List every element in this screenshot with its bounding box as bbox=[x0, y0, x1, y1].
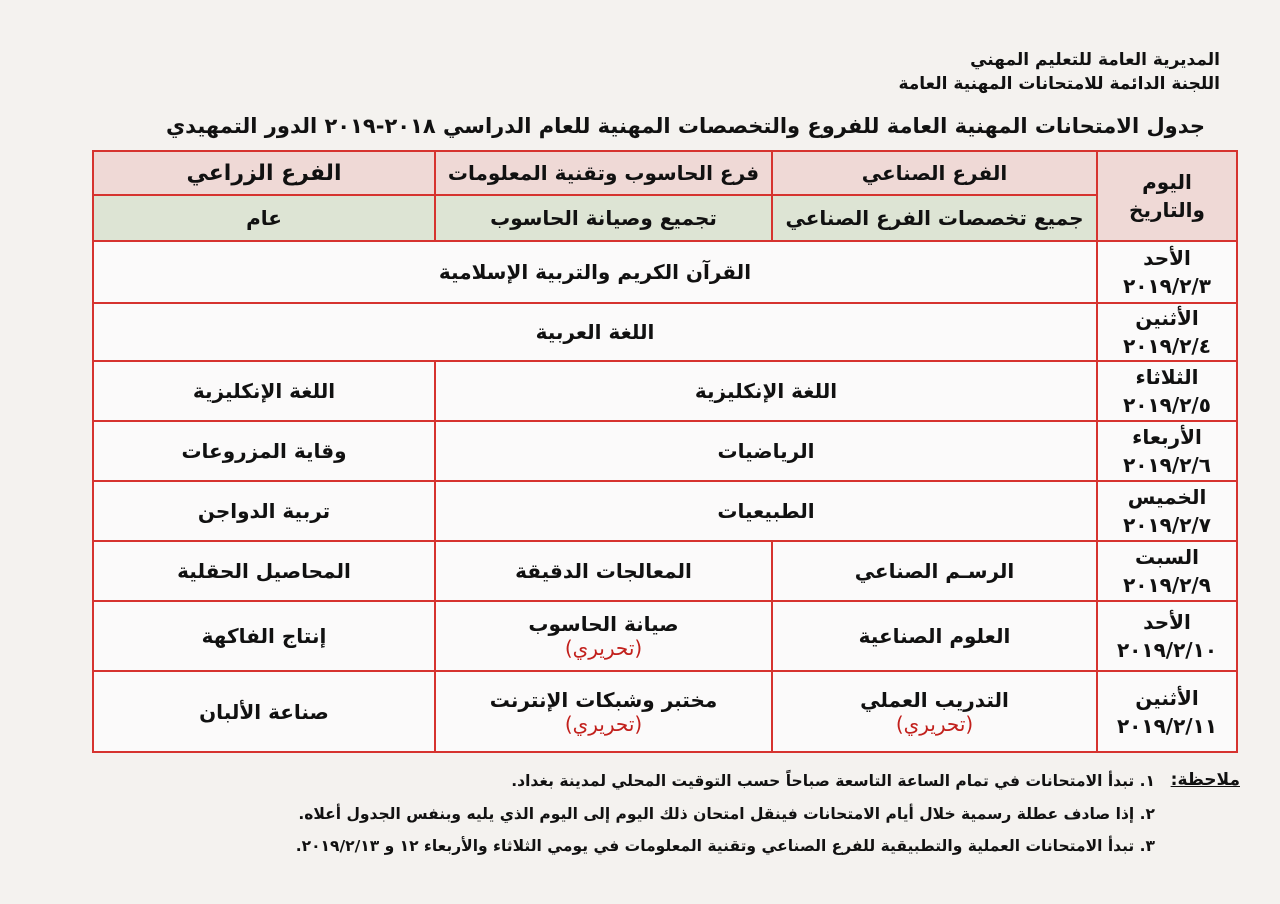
org-line-1: المديرية العامة للتعليم المهني bbox=[970, 50, 1220, 70]
org-line-2: اللجنة الدائمة للامتحانات المهنية العامة bbox=[898, 74, 1220, 94]
subject-industrial: التدريب العملي bbox=[860, 687, 1009, 712]
table-row bbox=[93, 541, 1237, 601]
spec-agri: عام bbox=[93, 195, 435, 241]
subject-all-branches: اللغة العربية bbox=[93, 303, 1097, 361]
day-cell: الخميس ٢٠١٩/٢/٧ bbox=[1097, 481, 1237, 541]
subject-computer: المعالجات الدقيقة bbox=[435, 541, 772, 601]
subject-industrial: العلوم الصناعية bbox=[772, 601, 1097, 671]
subject-industrial-cell bbox=[772, 671, 1097, 752]
spec-industrial: جميع تخصصات الفرع الصناعي bbox=[772, 195, 1097, 241]
table-row bbox=[93, 481, 1237, 541]
table-row bbox=[93, 671, 1237, 752]
table-row bbox=[93, 241, 1237, 303]
note-item: ٢. إذا صادف عطلة رسمية خلال أيام الامتحانات فينقل امتحان ذلك اليوم إلى اليوم الذي يليه وبنفس الجدول أعلاه. bbox=[298, 805, 1155, 823]
subject-computer-cell bbox=[435, 671, 772, 752]
spec-computer: تجميع وصيانة الحاسوب bbox=[435, 195, 772, 241]
subject-industrial-computer: الطبيعيات bbox=[435, 481, 1097, 541]
exam-schedule-table bbox=[92, 150, 1238, 753]
subject-agri: صناعة الألبان bbox=[93, 671, 435, 752]
subject-industrial: الرسـم الصناعي bbox=[772, 541, 1097, 601]
subject-agri: المحاصيل الحقلية bbox=[93, 541, 435, 601]
subject-computer: صيانة الحاسوب bbox=[528, 612, 679, 636]
day-cell: الأثنين ٢٠١٩/٢/١١ bbox=[1097, 671, 1237, 752]
branch-computer-header: فرع الحاسوب وتقنية المعلومات bbox=[435, 151, 772, 195]
written-label: (تحريري) bbox=[564, 636, 643, 660]
subject-agri: اللغة الإنكليزية bbox=[93, 361, 435, 421]
written-label: (تحريري) bbox=[564, 711, 643, 736]
day-cell: الثلاثاء ٢٠١٩/٢/٥ bbox=[1097, 361, 1237, 421]
subject-all-branches: القرآن الكريم والتربية الإسلامية bbox=[93, 241, 1097, 303]
subject-industrial-computer: الرياضيات bbox=[435, 421, 1097, 481]
day-cell: الأحد ٢٠١٩/٢/٣ bbox=[1097, 241, 1237, 303]
day-cell: الأربعاء ٢٠١٩/٢/٦ bbox=[1097, 421, 1237, 481]
written-label: (تحريري) bbox=[895, 711, 974, 736]
subject-agri: وقاية المزروعات bbox=[93, 421, 435, 481]
subject-industrial-computer: اللغة الإنكليزية bbox=[435, 361, 1097, 421]
table-row bbox=[93, 303, 1237, 361]
page-title: جدول الامتحانات المهنية العامة للفروع والتخصصات المهنية للعام الدراسي ٢٠١٨-٢٠١٩ الدور التمهيدي bbox=[165, 114, 1205, 138]
header-row-specializations bbox=[93, 195, 1237, 241]
table-row bbox=[93, 421, 1237, 481]
notes-label: ملاحظة: bbox=[1170, 770, 1240, 790]
day-date-header: اليوم والتاريخ bbox=[1097, 151, 1237, 241]
subject-agri: إنتاج الفاكهة bbox=[93, 601, 435, 671]
day-cell: الأحد ٢٠١٩/٢/١٠ bbox=[1097, 601, 1237, 671]
header-row-branches bbox=[93, 151, 1237, 195]
subject-agri: تربية الدواجن bbox=[93, 481, 435, 541]
note-item: ٣. تبدأ الامتحانات العملية والتطبيقية للفرع الصناعي وتقنية المعلومات في يومي الثلاثاء والأربعاء ١٢ و ٢٠١٩/٢/١٣. bbox=[295, 837, 1155, 855]
day-cell: الأثنين ٢٠١٩/٢/٤ bbox=[1097, 303, 1237, 361]
table-row bbox=[93, 361, 1237, 421]
note-item: ١. تبدأ الامتحانات في تمام الساعة التاسعة صباحاً حسب التوقيت المحلي لمدينة بغداد. bbox=[511, 772, 1155, 790]
subject-computer: مختبر وشبكات الإنترنت bbox=[489, 687, 718, 712]
subject-computer-cell bbox=[435, 601, 772, 671]
branch-agri-header: الفرع الزراعي bbox=[93, 151, 435, 195]
day-cell: السبت ٢٠١٩/٢/٩ bbox=[1097, 541, 1237, 601]
branch-industrial-header: الفرع الصناعي bbox=[772, 151, 1097, 195]
table-row bbox=[93, 601, 1237, 671]
